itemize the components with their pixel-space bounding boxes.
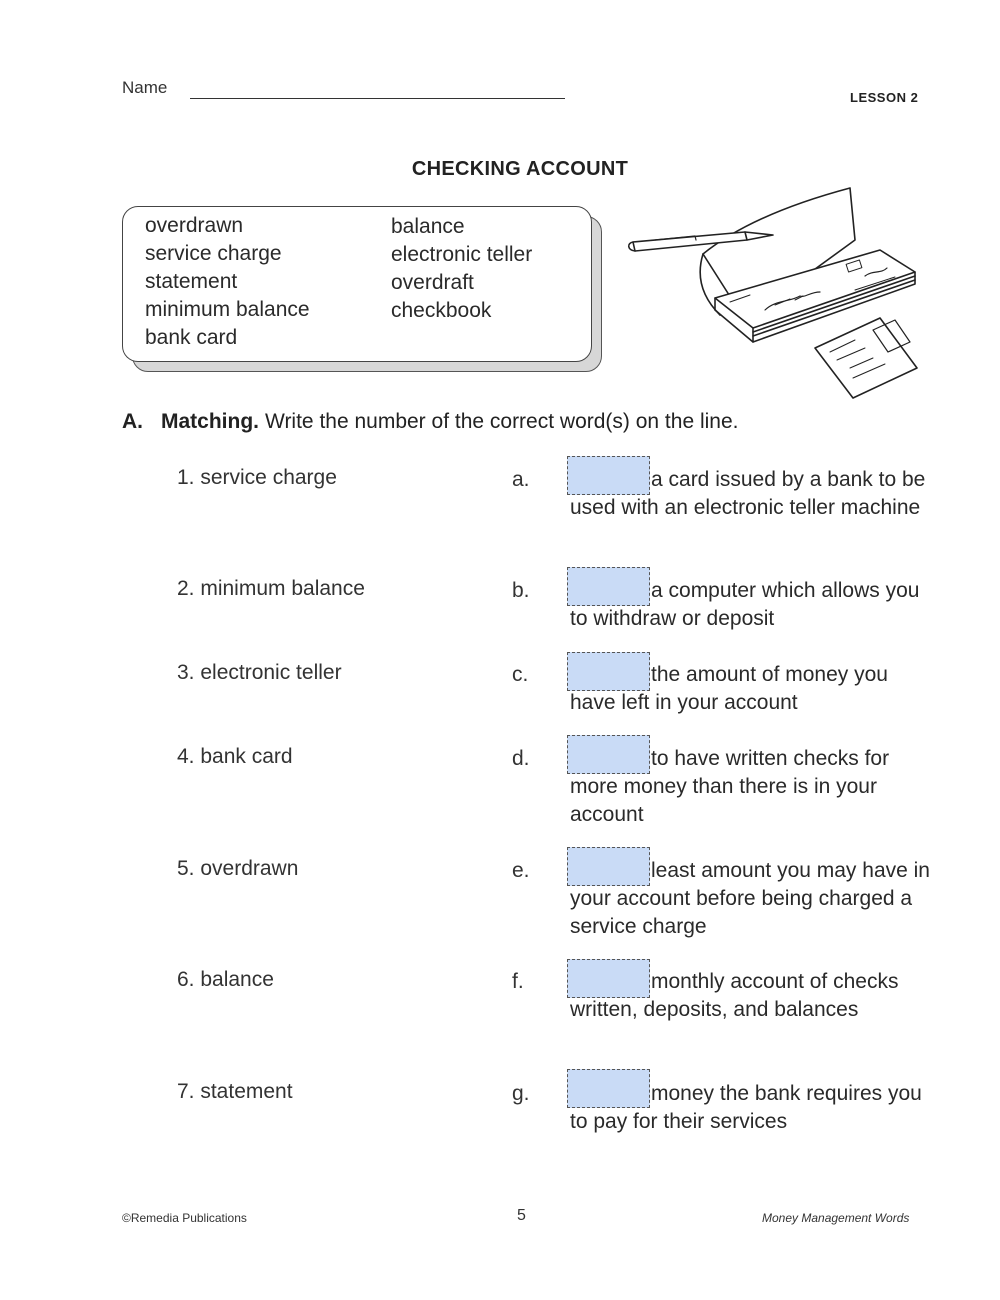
section-instruction: Write the number of the correct word(s) on the line. bbox=[265, 410, 739, 433]
definition-text: the amount of money you have left in your account bbox=[570, 663, 888, 714]
word-bank-item: bank card bbox=[145, 326, 238, 349]
answer-box-b[interactable] bbox=[567, 567, 650, 606]
definition-letter: a. bbox=[512, 468, 530, 491]
definition-text: a computer which allows you to withdraw or deposit bbox=[570, 579, 920, 630]
matching-term: 6. balance bbox=[177, 968, 274, 991]
name-line[interactable] bbox=[190, 98, 565, 99]
word-bank-item: overdrawn bbox=[145, 214, 244, 237]
word-bank-item: checkbook bbox=[391, 299, 492, 322]
word-bank-item: overdraft bbox=[391, 271, 474, 294]
word-bank-item: service charge bbox=[145, 242, 282, 265]
definition-letter: c. bbox=[512, 663, 529, 686]
lesson-label: LESSON 2 bbox=[850, 90, 919, 105]
matching-term: 4. bank card bbox=[177, 745, 293, 768]
definition-letter: g. bbox=[512, 1082, 530, 1105]
matching-term: 2. minimum balance bbox=[177, 577, 365, 600]
answer-box-g[interactable] bbox=[567, 1069, 650, 1108]
definition-letter: e. bbox=[512, 859, 530, 882]
definition-text: a card issued by a bank to be used with an electronic teller machine bbox=[570, 468, 926, 519]
section-a-heading bbox=[122, 410, 738, 434]
definition-letter: f. bbox=[512, 970, 524, 993]
matching-term: 3. electronic teller bbox=[177, 661, 342, 684]
word-bank-item: minimum balance bbox=[145, 298, 310, 321]
answer-box-d[interactable] bbox=[567, 735, 650, 774]
definition-text: to have written checks for more money than there is in your account bbox=[570, 747, 890, 826]
answer-box-a[interactable] bbox=[567, 456, 650, 495]
answer-box-c[interactable] bbox=[567, 652, 650, 691]
definition-text: money the bank requires you to pay for their services bbox=[570, 1082, 922, 1133]
footer-copyright: ©Remedia Publications bbox=[122, 1211, 247, 1225]
name-label: Name bbox=[122, 78, 168, 97]
definition-letter: d. bbox=[512, 747, 530, 770]
definition-letter: b. bbox=[512, 579, 530, 602]
word-bank-item: balance bbox=[391, 215, 465, 238]
matching-term: 5. overdrawn bbox=[177, 857, 299, 880]
definition-text: least amount you may have in your account before being charged a service charge bbox=[570, 859, 930, 938]
matching-term: 1. service charge bbox=[177, 466, 337, 489]
matching-term: 7. statement bbox=[177, 1080, 293, 1103]
footer-book-title: Money Management Words bbox=[762, 1211, 910, 1225]
page-number: 5 bbox=[517, 1207, 526, 1224]
word-bank-item: statement bbox=[145, 270, 238, 293]
section-letter: A. bbox=[122, 410, 143, 433]
definition-text: monthly account of checks written, deposits, and balances bbox=[570, 970, 899, 1021]
checkbook-pen-card-icon bbox=[625, 180, 925, 410]
section-heading: Matching. bbox=[161, 410, 259, 433]
answer-box-f[interactable] bbox=[567, 959, 650, 998]
answer-box-e[interactable] bbox=[567, 847, 650, 886]
page-title: CHECKING ACCOUNT bbox=[411, 158, 629, 180]
word-bank-item: electronic teller bbox=[391, 243, 533, 266]
